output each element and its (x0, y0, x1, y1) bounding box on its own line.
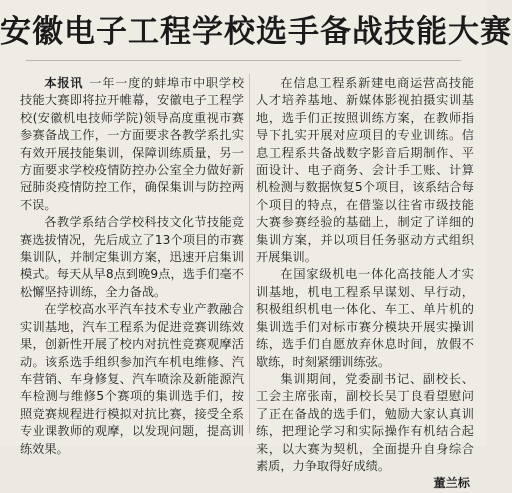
paragraph-1-text: 一年一度的蚌埠市中职学校技能大赛即将拉开帷幕，安徽电子工程学校(安徽机电技师学院)领导高度重视市赛参赛备战工作，一方面要求各教学系扎实有效开展技能集训，保障训练质量，另一方面要求学校疫情防控办公室全力做好新冠肺炎疫情防控工作，确保集训与防控两不误。 (20, 76, 245, 212)
article-headline: 安徽电子工程学校选手备战技能大赛 (0, 14, 512, 50)
paragraph-6: 集训期间，党委副书记、副校长、工会主席张南，副校长吴丁良看望慰问了正在备战的选手们，勉励大家认真训练，把理论学习和实际操作有机结合起来，以大赛为契机，全面提升自身综合素质，力争取得好成绩。 (256, 371, 474, 473)
paragraph-4: 在信息工程系新建电商运营高技能人才培养基地、新媒体影视拍摄实训基地，选手们正按照训练方案，在教师指导下扎实开展对应项目的专业训练。信息工程系共备战数字影音后期制作、平面设计、电子商务、会计手工账、计算机检测与数据恢复5个项目，该系结合每个项目的特点，在借鉴以往省市级技能大赛参赛经验的基础上，制定了详细的集训方案，并以项目任务驱动方式组织开展集训。 (256, 76, 474, 265)
left-column (20, 75, 245, 456)
paragraph-1 (20, 75, 244, 214)
right-column (256, 75, 474, 491)
paragraph-3: 在学校高水平汽车技术专业产教融合实训基地，汽车工程系为促进竞赛训练效果，创新性开展了校内对抗性竞赛观摩活动。该系选手组织参加汽车机电维修、汽车营销、车身修复、汽车喷涂及新能源汽车检测与维修5个赛项的集训选手们，按照竞赛规程进行模拟对抗比赛，接受全系专业课教师的观摩，以发现问题，提高训练效果。 (20, 302, 244, 456)
paragraph-2: 各教学系结合学校科技文化节技能竞赛选拔情况，先后成立了13个项目的市赛集训队，并制定集训方案，迅速开启集训模式。每天从早8点到晚9点，选手们毫不松懈坚持训练，全力备战。 (20, 215, 244, 299)
author-byline: 董兰标 (433, 476, 470, 491)
headline-rule (26, 60, 461, 61)
paragraph-5: 在国家级机电一体化高技能人才实训基地，机电工程系早谋划、早行动，积极组织机电一体化、车工、单片机的集训选手们对标市赛分模块开展实操训练，选手们自愿放弃休息时间，放假不歇练，时刻紧绷训练弦。 (256, 267, 474, 369)
column-divider (249, 74, 250, 434)
lead-label: 本报讯 (44, 76, 84, 90)
